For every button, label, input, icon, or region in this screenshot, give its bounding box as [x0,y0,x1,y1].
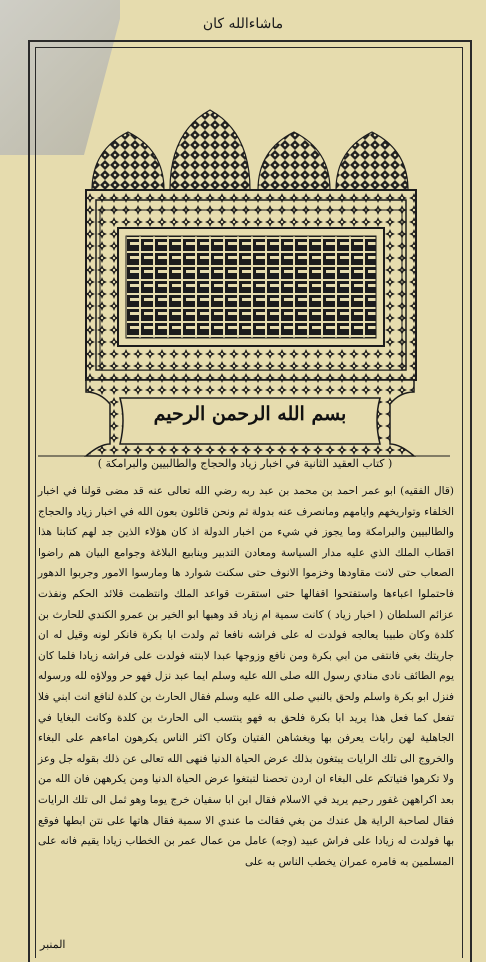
basmala: بسم الله الرحمن الرحيم [153,403,347,425]
dome-row [92,110,408,190]
catchword: المنبر [40,938,66,951]
paragraph-ziyad: ( اخبار زياد ) كانت سمية ام زياد قد وهبها ابو الخير بن عمرو الكندي للحارث بن كلدة وكان طبيبا يعالجه فولدت له على فراشه نافعا ثم ولدت ابا بكرة فانكر لونه وقيل له ان جاريتك بغي فانتفى من ابي بكرة ومن نافع وزوجها عبدا لابنته فولدت على فراشه زيادا فلما كان يوم الطائف نادى منادي رسول الله صلى الله عليه وسلم ايما عبد نزل فهو حر وولاؤه لله ورسوله فنزل ابو بكرة واسلم ولحق بالنبي صلى الله عليه وسلم فقال الحارث بن كلدة لنافع انت ابني فلا تفعل كما فعل هذا يريد ابا بكرة فلحق به فهو ينتسب الى الحارث بن كلدة وكانت البغايا في الجاهلية لهن رايات يعرفن بها ويغشاهن الفتيان وكان اكثر الناس يكرهون اماءهم على البغاء والخروج الى تلك الرايات يبتغون بذلك عرض الحياة الدنيا فنهى الله تعالى عن ذلك بقوله جل وعز ولا تكرهوا فتياتكم على البغاء ان اردن تحصنا لتبتغوا عرض الحياة الدنيا ومن يكرههن فان الله من بعد اكراههن غفور رحيم يريد في الاسلام فقال ابن ابا سفيان خرج يوما وهو ثمل الى تلك الرايات فقال لصاحبة الراية هل عندك من بغي فقالت ما عندي الا سمية فقال هاتها على نتن ابطها فوقع بها فولدت له زيادا على فراش عبيد (وجه) عامل من عمال عمر بن الخطاب زيادا يقيم فانه على المسلمين به فامره عمران يخطب الناس به على [38,608,454,868]
body-text [38,481,454,872]
page-header: ماشاءالله كان [202,16,284,32]
paragraph-intro: (قال الفقيه) ابو عمر احمد بن محمد بن عبد ربه رضي الله تعالى عنه قد مضى قولنا في اخبار الخلفاء وتواريخهم وايامهم ومانصرف عنه بدولة ثم ونحن قائلون بعون الله في اخبار زياد والحجاج والطالبيين والبرامكة وما يجوز في شيء من اخبار الدولة اذ كان هؤلاء الذين جد لهم كتابنا هذا اقطاب الملك الذي عليه مدار السياسة ومعادن التدبير وينابيع البلاغة وجوامع البيان هم راضوا الصعاب حتى لانت مقاودها وخزموا الانوف حتى سكنت شوارد ها ومارسوا الامور وجربوا الدهور فاحتملوا اعباءها واستفتحوا اقفالها حتى استقرت قواعد الملك وانتظمت قلائد الحكم ونفذت عزائم السلطان [38,485,454,621]
chapter-title: ( كتاب العقيد الثانية في اخبار زياد والحجاج والطالبيين والبرامكة ) [97,457,393,470]
